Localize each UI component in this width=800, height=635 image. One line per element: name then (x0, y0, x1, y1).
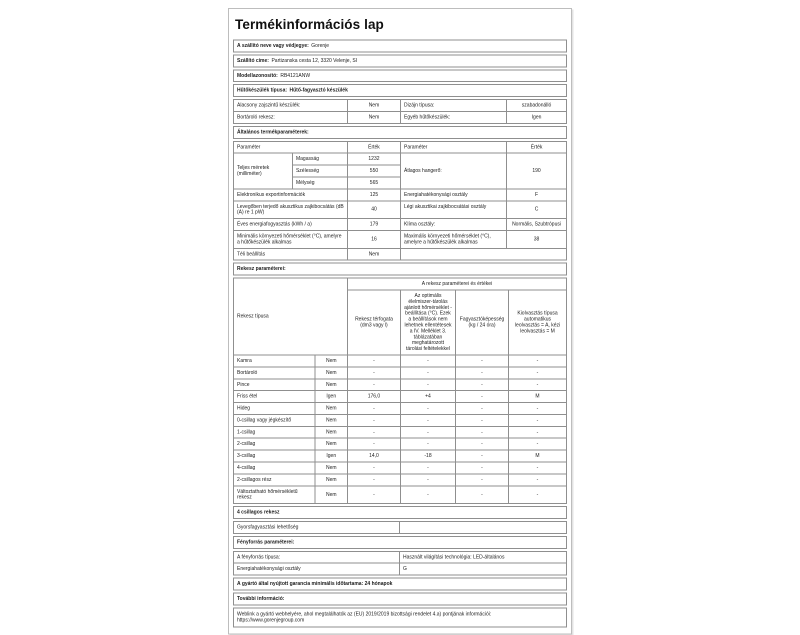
compartment-row (234, 450, 566, 462)
compartment-rows (234, 354, 566, 503)
parameter-value-2: Normális, Szubtrópusi (506, 219, 566, 230)
compartment-present: Nem (315, 367, 347, 378)
four-star-section-header (233, 506, 567, 519)
column-header-volume: Rekesz térfogata (dm3 vagy l) (347, 289, 400, 354)
compartment-temperature: - (400, 367, 455, 378)
light-energy-class-label: Energiahatékonysági osztály (237, 566, 301, 572)
compartment-freezing-capacity: - (455, 474, 508, 485)
compartment-present: Nem (315, 427, 347, 438)
compartment-defrost-type: - (508, 403, 566, 414)
compartments-table-header (234, 279, 566, 355)
compartment-temperature: - (400, 355, 455, 366)
parameter-value-1: 179 (347, 219, 400, 230)
compartment-volume: - (347, 486, 400, 503)
parameter-value-1: 16 (347, 231, 400, 248)
light-type-row (234, 552, 566, 563)
light-section-header (233, 536, 567, 549)
compartment-row (234, 366, 566, 378)
compartment-name: Pince (237, 381, 250, 388)
compartment-row (234, 426, 566, 438)
compartment-name: 1-csillag (237, 429, 256, 435)
column-header-parameter-1: Paraméter (237, 144, 261, 150)
light-parameters-table (233, 551, 567, 576)
device-type-row (233, 84, 567, 97)
column-header-compartment-type: Rekesz típusa (237, 313, 269, 320)
supplier-section (233, 40, 567, 83)
product-information-sheet (228, 8, 572, 635)
column-header-value-1: Érték (347, 142, 400, 153)
warranty-text: A gyártó által nyújtott garancia minimális időtartama: 24 hónapok (237, 581, 393, 587)
compartment-name: Bortároló (237, 369, 258, 376)
compartment-name: Friss étel (237, 393, 258, 400)
manufacturer-website-link[interactable]: https://www.gorenjegroup.com (237, 617, 305, 623)
compartment-volume: 14,0 (347, 451, 400, 462)
compartment-defrost-type: - (508, 463, 566, 474)
compartment-row (234, 378, 566, 390)
compartment-row (234, 354, 566, 366)
supplier-info-value: RB4121ANW (280, 72, 311, 79)
compartment-defrost-type: - (508, 486, 566, 503)
parameter-label-2: Légi akusztikai zajkibocsátási osztály (400, 201, 506, 218)
supplier-info-label: Szállító címe: (237, 57, 269, 64)
general-table-header-row (234, 142, 566, 153)
dimension-depth-label: Mélység (292, 176, 347, 188)
winter-setting-value: Nem (347, 249, 400, 260)
compartment-defrost-type: - (508, 379, 566, 390)
parameter-row (234, 111, 566, 123)
parameter-value-2: szabadonálló (506, 100, 566, 111)
parameter-label-1: Minimális környezeti hőmérséklet (°C), amelyre a hűtőkészülék alkalmas (237, 233, 342, 245)
column-header-freezing-capacity: Fagyasztóképesség (kg / 24 óra) (455, 289, 508, 354)
supplier-info-value: Gorenje (311, 43, 330, 49)
compartments-table (233, 278, 567, 505)
four-star-title: 4 csillagos rekesz (237, 509, 280, 516)
compartment-defrost-type: - (508, 427, 566, 438)
parameter-label-1: Elektronikus exportinformációk (237, 191, 306, 198)
compartment-present: Igen (315, 391, 347, 402)
parameter-label-2: Egyéb hűtőkészülék: (400, 112, 506, 123)
compartment-present: Igen (315, 451, 347, 462)
more-info-title: További információ: (237, 596, 285, 602)
parameter-label-1: Éves energiafogyasztás (kWh / a) (237, 221, 312, 228)
compartment-defrost-type: M (508, 451, 566, 462)
compartment-volume: - (347, 463, 400, 474)
compartment-temperature: - (400, 474, 455, 485)
winter-setting-row (234, 248, 566, 260)
supplier-info-value: Partizanska cesta 12, 3320 Velenje, SI (271, 57, 358, 64)
compartment-volume: - (347, 379, 400, 390)
parameter-value-2: C (506, 201, 566, 218)
compartment-freezing-capacity: - (455, 379, 508, 390)
compartment-freezing-capacity: - (455, 427, 508, 438)
compartment-name: 4-csillag (237, 465, 256, 471)
light-type-label: A fényforrás típusa: (237, 554, 281, 560)
quick-freeze-row (233, 521, 567, 534)
compartment-freezing-capacity: - (455, 451, 508, 462)
dimension-height-value: 1232 (347, 154, 400, 165)
parameter-row (234, 218, 566, 230)
parameter-row (234, 188, 566, 200)
dimension-height-label: Magasság (292, 154, 347, 165)
compartments-section-title: Rekesz paraméterei: (237, 266, 286, 272)
empty-cell (400, 249, 566, 260)
supplier-info-row (233, 54, 567, 67)
supplier-info-row (233, 69, 567, 82)
parameter-value-2: Igen (506, 112, 566, 123)
compartment-temperature: - (400, 379, 455, 390)
compartment-name: 2-csillagos rész (237, 476, 272, 483)
compartment-defrost-type: - (508, 355, 566, 366)
parameter-label-2: Dizájn típusa: (400, 100, 506, 111)
compartment-row (234, 414, 566, 426)
column-header-value-2: Érték (506, 142, 566, 153)
compartment-defrost-type: - (508, 367, 566, 378)
compartment-present: Nem (315, 463, 347, 474)
compartment-freezing-capacity: - (455, 391, 508, 402)
compartment-row (234, 402, 566, 414)
compartment-row (234, 390, 566, 402)
light-section-title: Fényforrás paraméterei: (237, 539, 295, 545)
parameter-value-1: 125 (347, 189, 400, 200)
parameter-row (234, 100, 566, 111)
warranty-row (233, 578, 567, 591)
compartment-name: 2-csillag (237, 441, 256, 447)
quick-freeze-label: Gyorsfagyasztási lehetőség (237, 524, 299, 531)
compartment-temperature: - (400, 403, 455, 414)
general-section-header (233, 126, 567, 139)
compartment-present: Nem (315, 486, 347, 503)
compartment-freezing-capacity: - (455, 355, 508, 366)
parameter-label-2: Maximális környezeti hőmérséklet (°C), amelyre a hűtőkészülék alkalmas (400, 231, 506, 248)
compartment-temperature: - (400, 427, 455, 438)
column-header-temperature: Az optimális élelmiszer-tárolás ajánlott hőmérséklet -beállítása (°C). Ezek a beállítások nem lehetnek ellentétesek a IV. Melléklet 3. táblázatában meghatározott tárolási feltételekkel (400, 289, 455, 354)
supplier-info-label: Modellazonosító: (237, 72, 278, 79)
compartment-temperature: +4 (400, 391, 455, 402)
compartment-row (234, 462, 566, 474)
general-section-title: Általános termékparaméterek: (237, 129, 309, 135)
parameter-row (234, 200, 566, 218)
compartment-row (234, 485, 566, 503)
winter-setting-label: Téli beállítás (237, 251, 266, 257)
parameter-row (234, 230, 566, 248)
quick-parameters-table (233, 99, 567, 124)
compartment-freezing-capacity: - (455, 439, 508, 450)
light-energy-class-value: G (399, 564, 566, 575)
compartment-defrost-type: - (508, 439, 566, 450)
compartment-volume: - (347, 355, 400, 366)
parameter-label-1: Levegőben terjedő akusztikus zajkibocsátás (dB (A) re 1 pW) (237, 203, 344, 216)
column-header-parameter-2: Paraméter (400, 142, 506, 153)
compartment-volume: - (347, 439, 400, 450)
compartment-name: 3-csillag (237, 453, 256, 459)
general-rows (234, 188, 566, 247)
parameter-value-2: 38 (506, 231, 566, 248)
dimensions-block (234, 153, 566, 189)
compartment-volume: - (347, 474, 400, 485)
compartment-temperature: - (400, 439, 455, 450)
parameter-value-1: Nem (347, 100, 400, 111)
weblink-row (233, 607, 567, 627)
parameter-value-2: F (506, 189, 566, 200)
dimensions-label: Teljes méretek (milliméter) (237, 165, 270, 177)
parameter-label-1: Alacsony zajszintű készülék: (237, 102, 301, 109)
dimension-depth-value: 565 (347, 176, 400, 188)
compartment-freezing-capacity: - (455, 403, 508, 414)
compartment-name: Hideg (237, 405, 251, 412)
compartment-present: Nem (315, 379, 347, 390)
dimension-width-value: 550 (347, 165, 400, 177)
compartment-present: Nem (315, 439, 347, 450)
compartment-name: Kamra (237, 357, 252, 364)
page-title: Termékinformációs lap (235, 17, 384, 32)
compartment-volume: - (347, 427, 400, 438)
light-type-value: Használt világítási technológia: LED-általános (399, 552, 566, 563)
supplier-info-label: A szállító neve vagy védjegye: (237, 43, 309, 49)
compartment-defrost-type: - (508, 474, 566, 485)
parameter-label-2: Energiahatékonysági osztály (400, 189, 506, 200)
parameter-label-1: Bortároló rekesz: (237, 114, 275, 120)
compartment-present: Nem (315, 403, 347, 414)
compartment-volume: 176,0 (347, 391, 400, 402)
compartment-temperature: - (400, 486, 455, 503)
more-info-section-header (233, 593, 567, 606)
quick-freeze-value (399, 522, 566, 533)
compartment-freezing-capacity: - (455, 415, 508, 426)
compartment-present: Nem (315, 355, 347, 366)
compartment-temperature: -18 (400, 451, 455, 462)
parameter-value-1: Nem (347, 112, 400, 123)
total-volume-value: 190 (506, 154, 566, 189)
dimension-width-label: Szélesség (292, 165, 347, 177)
column-header-defrost-type: Kiolvasztás típusa automatikus leolvasztás = A, kézi leolvasztás = M (508, 289, 566, 354)
parameter-label-2: Klíma osztály: (400, 219, 506, 230)
compartments-section-header (233, 263, 567, 276)
weblink-text: Weblink a gyártó webhelyére, ahol megtalálhatók az (EU) 2019/2019 bizottsági rendelet 4.a) pontjának információi: (237, 611, 492, 617)
supplier-info-row (233, 40, 567, 53)
compartment-temperature: - (400, 415, 455, 426)
compartment-freezing-capacity: - (455, 463, 508, 474)
compartment-row (234, 438, 566, 450)
general-parameters-table (233, 141, 567, 261)
compartment-freezing-capacity: - (455, 367, 508, 378)
compartment-temperature: - (400, 463, 455, 474)
device-type-value: Hűtő-fagyasztó készülék (289, 87, 348, 94)
compartment-name: 0-csillag vagy jégkészítő (237, 417, 292, 423)
compartment-row (234, 473, 566, 485)
compartment-present: Nem (315, 415, 347, 426)
total-volume-label: Átlagos hangerő: (400, 154, 506, 189)
compartments-group-header: A rekesz paraméterei és értékei (347, 279, 566, 290)
compartment-name: Változtatható hőmérsékletű rekesz (237, 488, 298, 501)
compartment-volume: - (347, 415, 400, 426)
compartment-present: Nem (315, 474, 347, 485)
device-type-label: Hűtőkészülék típusa: (237, 87, 288, 94)
compartment-freezing-capacity: - (455, 486, 508, 503)
compartment-volume: - (347, 403, 400, 414)
compartment-defrost-type: M (508, 391, 566, 402)
document-sheet-wrapper (228, 8, 572, 635)
parameter-value-1: 40 (347, 201, 400, 218)
compartment-defrost-type: - (508, 415, 566, 426)
compartment-volume: - (347, 367, 400, 378)
light-energy-class-row (234, 563, 566, 575)
